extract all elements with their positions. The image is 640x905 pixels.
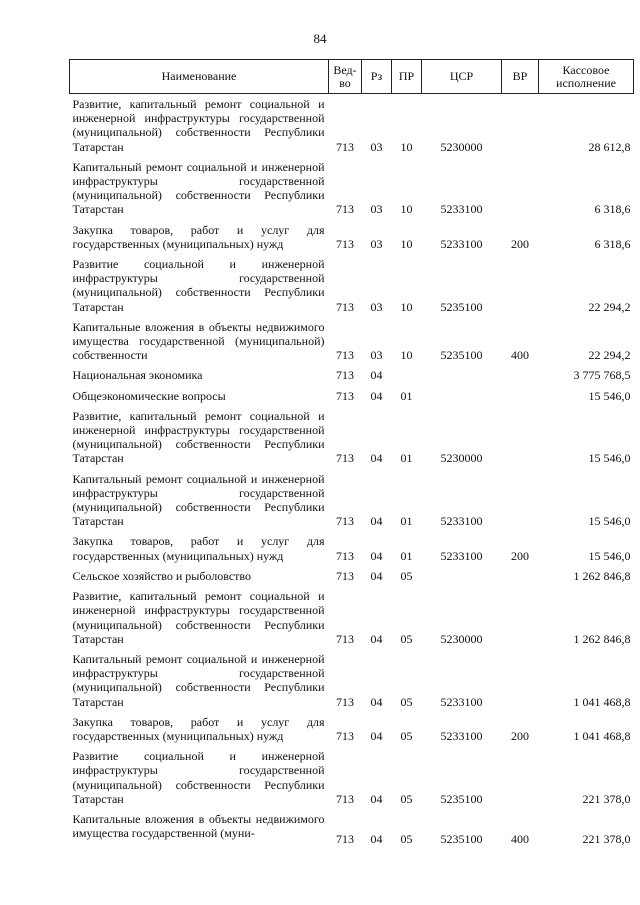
row-ved-cell: 713 bbox=[336, 728, 354, 743]
table-row bbox=[70, 386, 634, 406]
header-pr: ПР bbox=[392, 60, 422, 94]
row-name-cell: Общеэкономические вопросы bbox=[72, 388, 226, 403]
row-csr-cell: 5233100 bbox=[440, 728, 483, 743]
table-row bbox=[70, 220, 634, 254]
table-row bbox=[70, 649, 634, 712]
header-name: Наименование bbox=[70, 60, 329, 94]
row-ved-cell: 713 bbox=[336, 139, 354, 154]
row-vr-cell: 400 bbox=[511, 831, 529, 846]
row-pr-cell: 01 bbox=[400, 548, 413, 563]
row-csr-cell: 5233100 bbox=[440, 236, 483, 251]
row-name-cell: Закупка товаров, работ и услуг для государственных (муниципальных) нужд bbox=[72, 714, 325, 743]
row-csr-cell: 5230000 bbox=[440, 139, 483, 154]
row-ved-cell: 713 bbox=[336, 791, 354, 806]
table-row bbox=[70, 469, 634, 532]
row-rz-cell: 04 bbox=[370, 451, 383, 466]
row-vr-cell bbox=[502, 365, 539, 385]
table-row bbox=[70, 712, 634, 746]
row-name-cell: Капитальный ремонт социальной и инженерной инфраструктуры государственной (муниципальной) собственности Республики Татарстан bbox=[72, 471, 325, 529]
row-rz-cell: 04 bbox=[370, 831, 383, 846]
row-csr-cell bbox=[422, 365, 502, 385]
row-name-cell: Капитальный ремонт социальной и инженерной инфраструктуры государственной (муниципальной) собственности Республики Татарстан bbox=[72, 651, 325, 709]
table-row bbox=[70, 746, 634, 809]
row-rz-cell: 03 bbox=[370, 236, 383, 251]
row-vr-cell: 200 bbox=[511, 236, 529, 251]
row-name-cell: Развитие, капитальный ремонт социальной и инженерной инфраструктуры государственной (муниципальной) собственности Республики Татарстан bbox=[72, 97, 325, 154]
table-row bbox=[70, 406, 634, 469]
row-amount-cell: 1 262 846,8 bbox=[573, 631, 631, 646]
row-name-cell: Капитальные вложения в объекты недвижимого имущества государственной (муни- bbox=[72, 811, 325, 841]
row-ved-cell: 713 bbox=[336, 348, 354, 363]
row-ved-cell: 713 bbox=[336, 388, 354, 403]
row-ved-cell: 713 bbox=[336, 299, 354, 314]
row-rz-cell: 04 bbox=[370, 728, 383, 743]
row-pr-cell: 01 bbox=[400, 514, 413, 529]
row-amount-cell: 1 041 468,8 bbox=[573, 694, 631, 709]
row-amount-cell: 6 318,6 bbox=[594, 202, 631, 217]
row-name-cell: Капитальные вложения в объекты недвижимого имущества государственной (муниципальной) собственности bbox=[72, 319, 325, 363]
row-pr-cell: 05 bbox=[400, 728, 413, 743]
row-rz-cell: 03 bbox=[370, 202, 383, 217]
row-pr-cell: 10 bbox=[400, 202, 413, 217]
row-csr-cell: 5233100 bbox=[440, 548, 483, 563]
row-amount-cell: 1 262 846,8 bbox=[573, 568, 631, 583]
row-name-cell: Капитальный ремонт социальной и инженерной инфраструктуры государственной (муниципальной) собственности Республики Татарстан bbox=[72, 159, 325, 217]
row-rz-cell: 03 bbox=[370, 348, 383, 363]
row-vr-cell: 400 bbox=[511, 348, 529, 363]
row-rz-cell: 04 bbox=[370, 694, 383, 709]
row-csr-cell: 5235100 bbox=[440, 348, 483, 363]
row-amount-cell: 15 546,0 bbox=[588, 388, 631, 403]
row-vr-cell: 200 bbox=[511, 548, 529, 563]
table-row bbox=[70, 317, 634, 366]
row-ved-cell: 713 bbox=[336, 694, 354, 709]
row-csr-cell: 5233100 bbox=[440, 694, 483, 709]
row-rz-cell: 03 bbox=[370, 139, 383, 154]
row-vr-cell bbox=[502, 254, 539, 317]
budget-table bbox=[69, 59, 634, 849]
header-amount: Кассовое исполнение bbox=[539, 60, 634, 94]
row-csr-cell bbox=[422, 386, 502, 406]
row-amount-cell: 221 378,0 bbox=[582, 791, 631, 806]
row-rz-cell: 04 bbox=[370, 514, 383, 529]
row-name-cell: Развитие социальной и инженерной инфраструктуры государственной (муниципальной) собственности Республики Татарстан bbox=[72, 257, 325, 314]
row-pr-cell: 05 bbox=[400, 791, 413, 806]
row-pr-cell: 01 bbox=[400, 451, 413, 466]
row-csr-cell bbox=[422, 566, 502, 586]
row-pr-cell bbox=[392, 365, 422, 385]
row-ved-cell: 713 bbox=[336, 236, 354, 251]
row-amount-cell: 22 294,2 bbox=[588, 299, 631, 314]
row-name-cell: Сельское хозяйство и рыболовство bbox=[72, 568, 252, 583]
row-ved-cell: 713 bbox=[336, 631, 354, 646]
row-vr-cell bbox=[502, 746, 539, 809]
header-rz: Рз bbox=[362, 60, 392, 94]
row-ved-cell: 713 bbox=[336, 831, 354, 846]
row-ved-cell: 713 bbox=[336, 568, 354, 583]
row-ved-cell: 713 bbox=[336, 451, 354, 466]
row-ved-cell: 713 bbox=[336, 368, 354, 383]
row-name-cell: Развитие социальной и инженерной инфраструктуры государственной (муниципальной) собственности Республики Татарстан bbox=[72, 749, 325, 806]
header-csr: ЦСР bbox=[422, 60, 502, 94]
row-pr-cell: 10 bbox=[400, 299, 413, 314]
row-amount-cell: 3 775 768,5 bbox=[573, 368, 631, 383]
row-rz-cell: 04 bbox=[370, 631, 383, 646]
row-vr-cell bbox=[502, 649, 539, 712]
row-amount-cell: 22 294,2 bbox=[588, 348, 631, 363]
row-amount-cell: 1 041 468,8 bbox=[573, 728, 631, 743]
row-amount-cell: 28 612,8 bbox=[588, 139, 631, 154]
row-vr-cell bbox=[502, 406, 539, 469]
row-vr-cell: 200 bbox=[511, 728, 529, 743]
row-ved-cell: 713 bbox=[336, 202, 354, 217]
row-csr-cell: 5233100 bbox=[440, 202, 483, 217]
row-ved-cell: 713 bbox=[336, 548, 354, 563]
row-vr-cell bbox=[502, 566, 539, 586]
row-csr-cell: 5235100 bbox=[440, 831, 483, 846]
row-vr-cell bbox=[502, 586, 539, 649]
table-row bbox=[70, 365, 634, 385]
table-row bbox=[70, 586, 634, 649]
row-pr-cell: 05 bbox=[400, 568, 413, 583]
row-name-cell: Национальная экономика bbox=[72, 368, 203, 383]
row-pr-cell: 10 bbox=[400, 348, 413, 363]
row-amount-cell: 15 546,0 bbox=[588, 451, 631, 466]
row-rz-cell: 04 bbox=[370, 548, 383, 563]
row-name-cell: Развитие, капитальный ремонт социальной и инженерной инфраструктуры государственной (муниципальной) собственности Республики Татарстан bbox=[72, 589, 325, 646]
page-number: 84 bbox=[313, 31, 327, 46]
row-pr-cell: 10 bbox=[400, 236, 413, 251]
row-rz-cell: 04 bbox=[370, 568, 383, 583]
row-csr-cell: 5230000 bbox=[440, 631, 483, 646]
row-amount-cell: 221 378,0 bbox=[582, 831, 631, 846]
table-row bbox=[70, 254, 634, 317]
row-name-cell: Закупка товаров, работ и услуг для государственных (муниципальных) нужд bbox=[72, 534, 325, 563]
table-row bbox=[70, 94, 634, 157]
table-row bbox=[70, 157, 634, 220]
row-vr-cell bbox=[502, 94, 539, 157]
table-row bbox=[70, 531, 634, 565]
row-rz-cell: 04 bbox=[370, 368, 383, 383]
row-vr-cell bbox=[502, 469, 539, 532]
table-header-row bbox=[70, 60, 634, 94]
row-rz-cell: 03 bbox=[370, 299, 383, 314]
row-name-cell: Закупка товаров, работ и услуг для государственных (муниципальных) нужд bbox=[72, 222, 325, 251]
header-vr: ВР bbox=[502, 60, 539, 94]
row-csr-cell: 5230000 bbox=[440, 451, 483, 466]
row-vr-cell bbox=[502, 386, 539, 406]
row-name-cell: Развитие, капитальный ремонт социальной и инженерной инфраструктуры государственной (муниципальной) собственности Республики Татарстан bbox=[72, 408, 325, 466]
header-ved: Вед-во bbox=[329, 60, 362, 94]
row-csr-cell: 5235100 bbox=[440, 791, 483, 806]
row-amount-cell: 6 318,6 bbox=[594, 236, 631, 251]
row-vr-cell bbox=[502, 157, 539, 220]
row-csr-cell: 5235100 bbox=[440, 299, 483, 314]
row-pr-cell: 10 bbox=[400, 139, 413, 154]
row-pr-cell: 01 bbox=[400, 388, 413, 403]
table-row bbox=[70, 809, 634, 849]
table-row bbox=[70, 566, 634, 586]
row-csr-cell: 5233100 bbox=[440, 514, 483, 529]
row-ved-cell: 713 bbox=[336, 514, 354, 529]
row-amount-cell: 15 546,0 bbox=[588, 548, 631, 563]
row-pr-cell: 05 bbox=[400, 631, 413, 646]
row-pr-cell: 05 bbox=[400, 831, 413, 846]
row-amount-cell: 15 546,0 bbox=[588, 514, 631, 529]
row-rz-cell: 04 bbox=[370, 791, 383, 806]
row-pr-cell: 05 bbox=[400, 694, 413, 709]
row-rz-cell: 04 bbox=[370, 388, 383, 403]
